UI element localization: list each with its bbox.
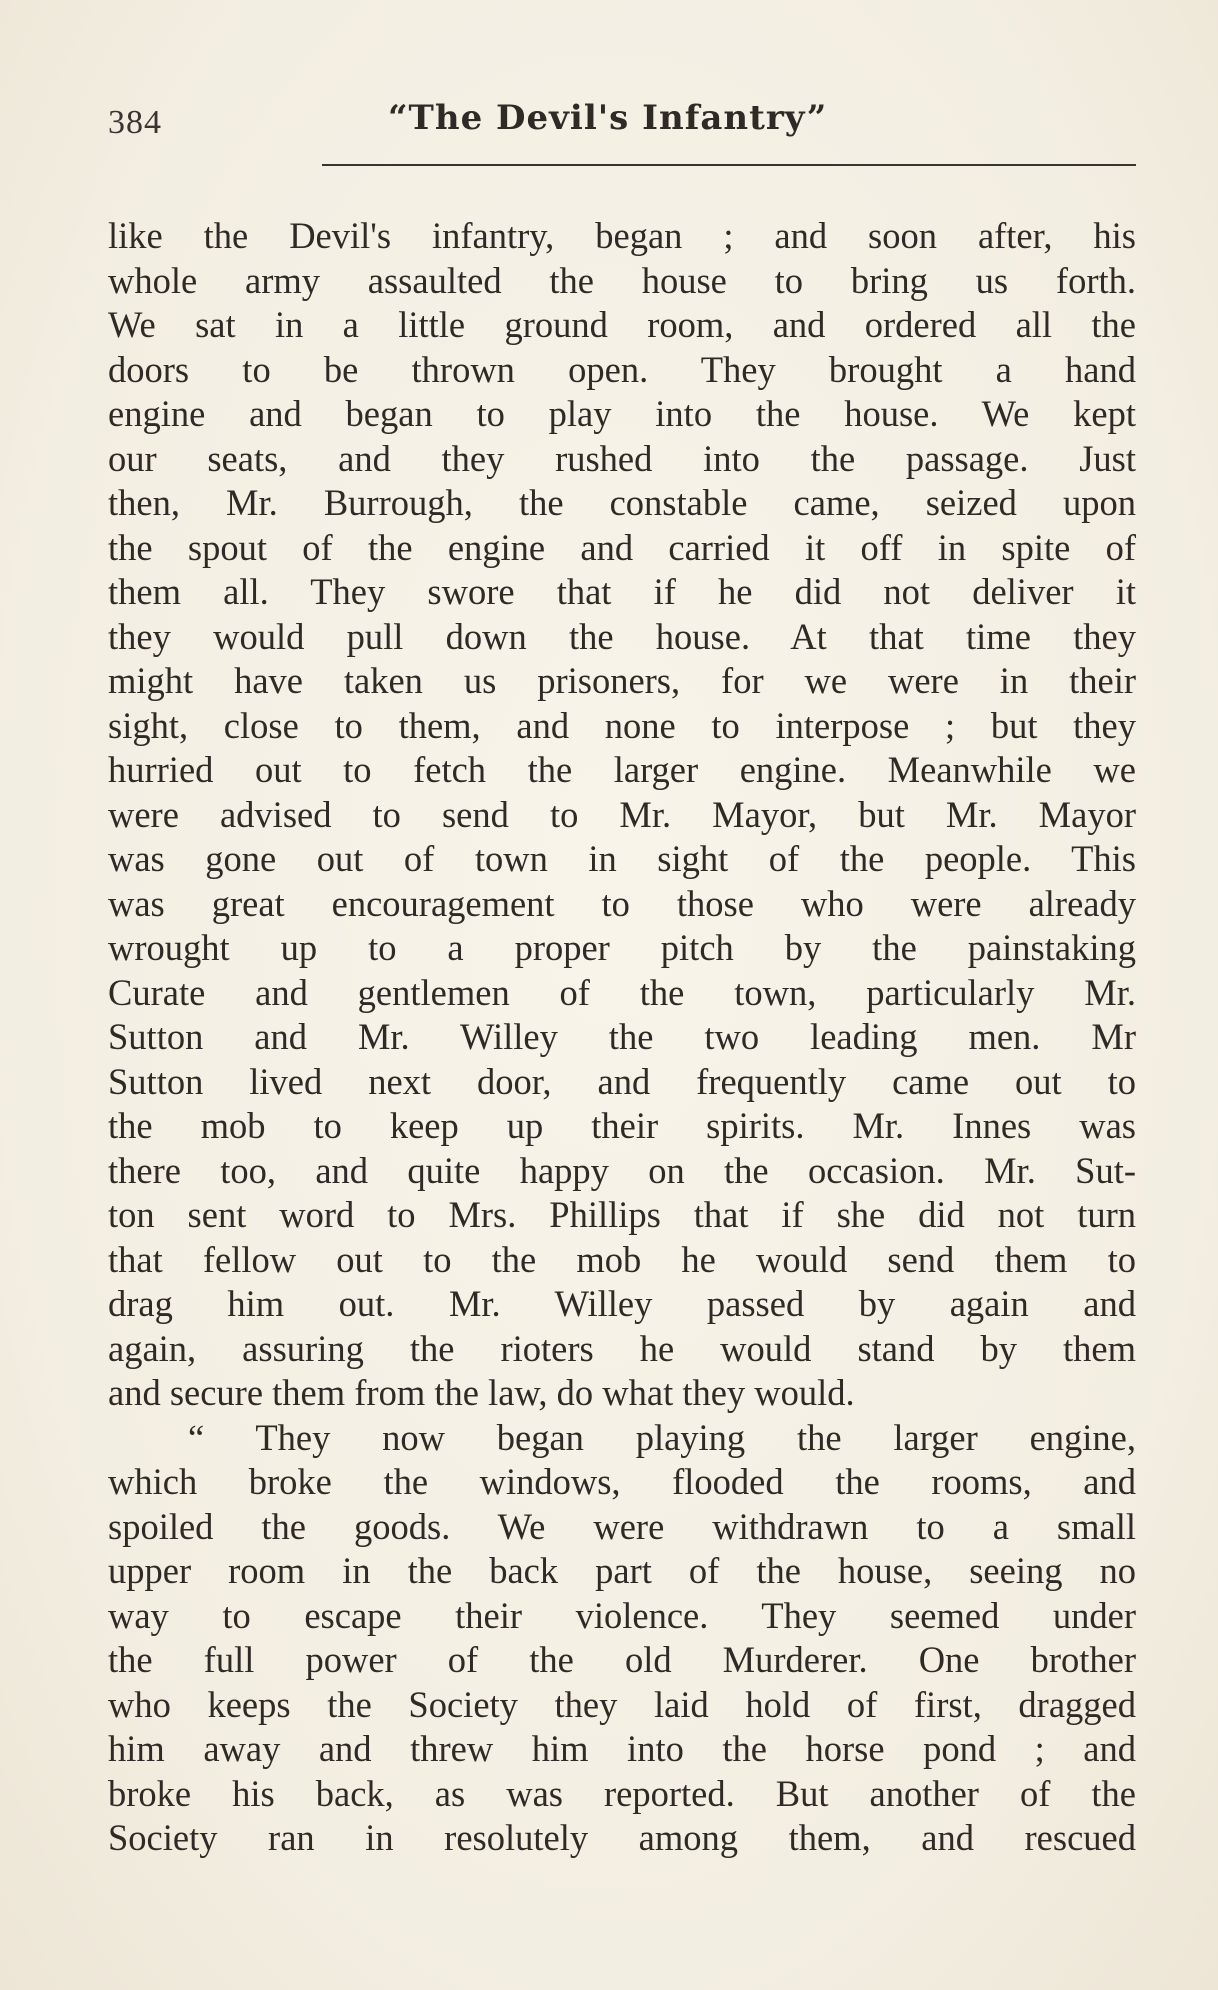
text-line: the spout of the engine and carried it off in spite of: [108, 526, 1136, 568]
text-line: they would pull down the house. At that time they: [108, 615, 1136, 657]
text-line: like the Devil's infantry, began ; and soon after, his: [108, 215, 1136, 256]
text-line: way to escape their violence. They seemed under: [108, 1594, 1136, 1636]
text-line: the mob to keep up their spirits. Mr. Innes was: [108, 1105, 1136, 1146]
page-number: 384: [108, 104, 162, 141]
text-line: ton sent word to Mrs. Phillips that if she did not turn: [108, 1194, 1136, 1235]
text-line: was gone out of town in sight of the people. This: [108, 838, 1136, 879]
text-line: Sutton lived next door, and frequently came out to: [108, 1060, 1136, 1102]
text-line: again, assuring the rioters he would stand by them: [108, 1327, 1136, 1369]
text-line: might have taken us prisoners, for we were in their: [108, 660, 1136, 701]
text-line: was great encouragement to those who were already: [108, 882, 1136, 924]
text-line: there too, and quite happy on the occasion. Mr. Sut-: [108, 1149, 1136, 1191]
text-line: were advised to send to Mr. Mayor, but Mr. Mayor: [108, 793, 1136, 835]
text-line: and secure them from the law, do what they would.: [108, 1372, 855, 1413]
text-line: Society ran in resolutely among them, and rescued: [108, 1817, 1136, 1858]
text-line: broke his back, as was reported. But another of the: [108, 1772, 1136, 1814]
body-text: [108, 214, 1136, 1861]
text-line: doors to be thrown open. They brought a hand: [108, 348, 1136, 390]
text-line: then, Mr. Burrough, the constable came, seized upon: [108, 482, 1136, 523]
text-line: which broke the windows, flooded the rooms, and: [108, 1461, 1136, 1502]
running-head: [108, 96, 1136, 156]
text-line: him away and threw him into the horse pond ; and: [108, 1728, 1136, 1769]
text-line: upper room in the back part of the house, seeing no: [108, 1550, 1136, 1591]
text-line: engine and began to play into the house. We kept: [108, 393, 1136, 434]
text-line: We sat in a little ground room, and ordered all the: [108, 304, 1136, 345]
text-line: who keeps the Society they laid hold of first, dragged: [108, 1683, 1136, 1725]
text-line: the full power of the old Murderer. One brother: [108, 1639, 1136, 1680]
text-line: drag him out. Mr. Willey passed by again and: [108, 1283, 1136, 1324]
text-line: wrought up to a proper pitch by the painstaking: [108, 927, 1136, 968]
text-line: them all. They swore that if he did not deliver it: [108, 571, 1136, 612]
text-line: Sutton and Mr. Willey the two leading men. Mr: [108, 1016, 1136, 1057]
text-line: spoiled the goods. We were withdrawn to a small: [108, 1505, 1136, 1547]
text-line: hurried out to fetch the larger engine. Meanwhile we: [108, 749, 1136, 790]
text-line: sight, close to them, and none to interpose ; but they: [108, 704, 1136, 746]
running-title: “The Devil's Infantry”: [388, 98, 828, 138]
text-line: “ They now began playing the larger engine,: [188, 1416, 1136, 1458]
text-line: that fellow out to the mob he would send them to: [108, 1238, 1136, 1280]
text-line: our seats, and they rushed into the passage. Just: [108, 437, 1136, 479]
text-line: whole army assaulted the house to bring us forth.: [108, 259, 1136, 301]
header-rule: [322, 164, 1136, 166]
text-line: Curate and gentlemen of the town, particularly Mr.: [108, 971, 1136, 1013]
